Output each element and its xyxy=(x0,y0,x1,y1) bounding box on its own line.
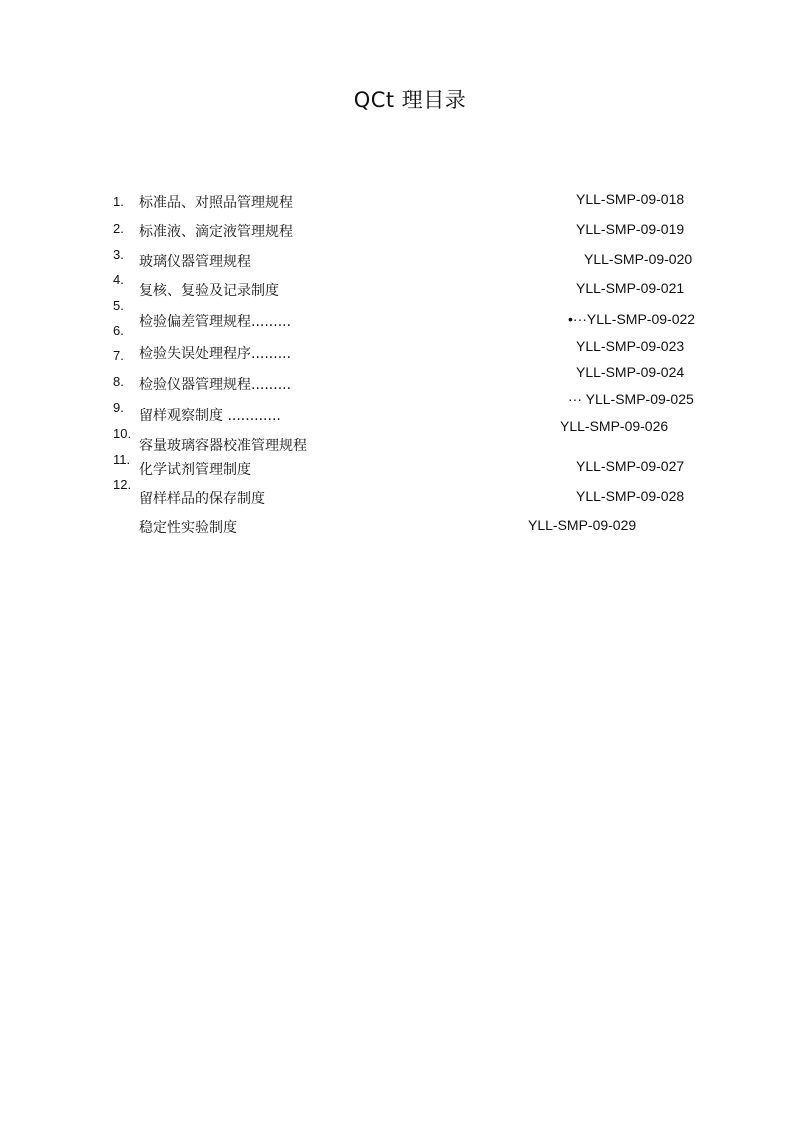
item-number: 12. xyxy=(113,477,132,492)
item-title: 留样观察制度 ............ xyxy=(139,408,281,424)
item-code: YLL-SMP-09-019 xyxy=(576,221,685,237)
item-code: YLL-SMP-09-028 xyxy=(576,488,685,504)
item-title: 检验失误处理程序......... xyxy=(139,346,292,362)
item-number: 2. xyxy=(113,221,124,236)
item-number: 10. xyxy=(113,426,132,441)
item-code: YLL-SMP-09-027 xyxy=(576,458,685,474)
item-code: ··· YLL-SMP-09-025 xyxy=(568,391,694,407)
item-code: YLL-SMP-09-026 xyxy=(560,418,669,434)
item-code: YLL-SMP-09-020 xyxy=(584,251,693,267)
item-title: 玻璃仪器管理规程 xyxy=(139,254,251,270)
item-title: 复核、复验及记录制度 xyxy=(139,283,279,299)
item-code: YLL-SMP-09-024 xyxy=(576,364,685,380)
item-code: YLL-SMP-09-021 xyxy=(576,280,685,296)
item-number: 9. xyxy=(113,400,124,415)
item-title: 检验偏差管理规程......... xyxy=(139,314,292,330)
item-number: 1. xyxy=(113,194,124,209)
item-code: YLL-SMP-09-018 xyxy=(576,191,685,207)
item-number: 6. xyxy=(113,323,124,338)
page-title: QCt 理目录 xyxy=(353,88,467,112)
item-code: YLL-SMP-09-023 xyxy=(576,338,685,354)
item-title: 标准品、对照品管理规程 xyxy=(139,195,293,211)
item-number: 8. xyxy=(113,374,124,389)
item-code: •···YLL-SMP-09-022 xyxy=(568,311,696,327)
item-title: 标准液、滴定液管理规程 xyxy=(139,224,293,240)
item-number: 3. xyxy=(113,247,124,262)
item-title: 检验仪器管理规程......... xyxy=(139,377,292,393)
item-number: 4. xyxy=(113,272,124,287)
item-number: 7. xyxy=(113,348,124,363)
item-title: 稳定性实验制度 xyxy=(139,520,237,536)
item-title: 留样样品的保存制度 xyxy=(139,491,265,507)
item-title: 容量玻璃容器校准管理规程 xyxy=(139,438,307,454)
item-title: 化学试剂管理制度 xyxy=(139,462,251,478)
item-code: YLL-SMP-09-029 xyxy=(528,517,637,533)
item-number: 5. xyxy=(113,298,124,313)
item-number: 11. xyxy=(113,452,131,467)
